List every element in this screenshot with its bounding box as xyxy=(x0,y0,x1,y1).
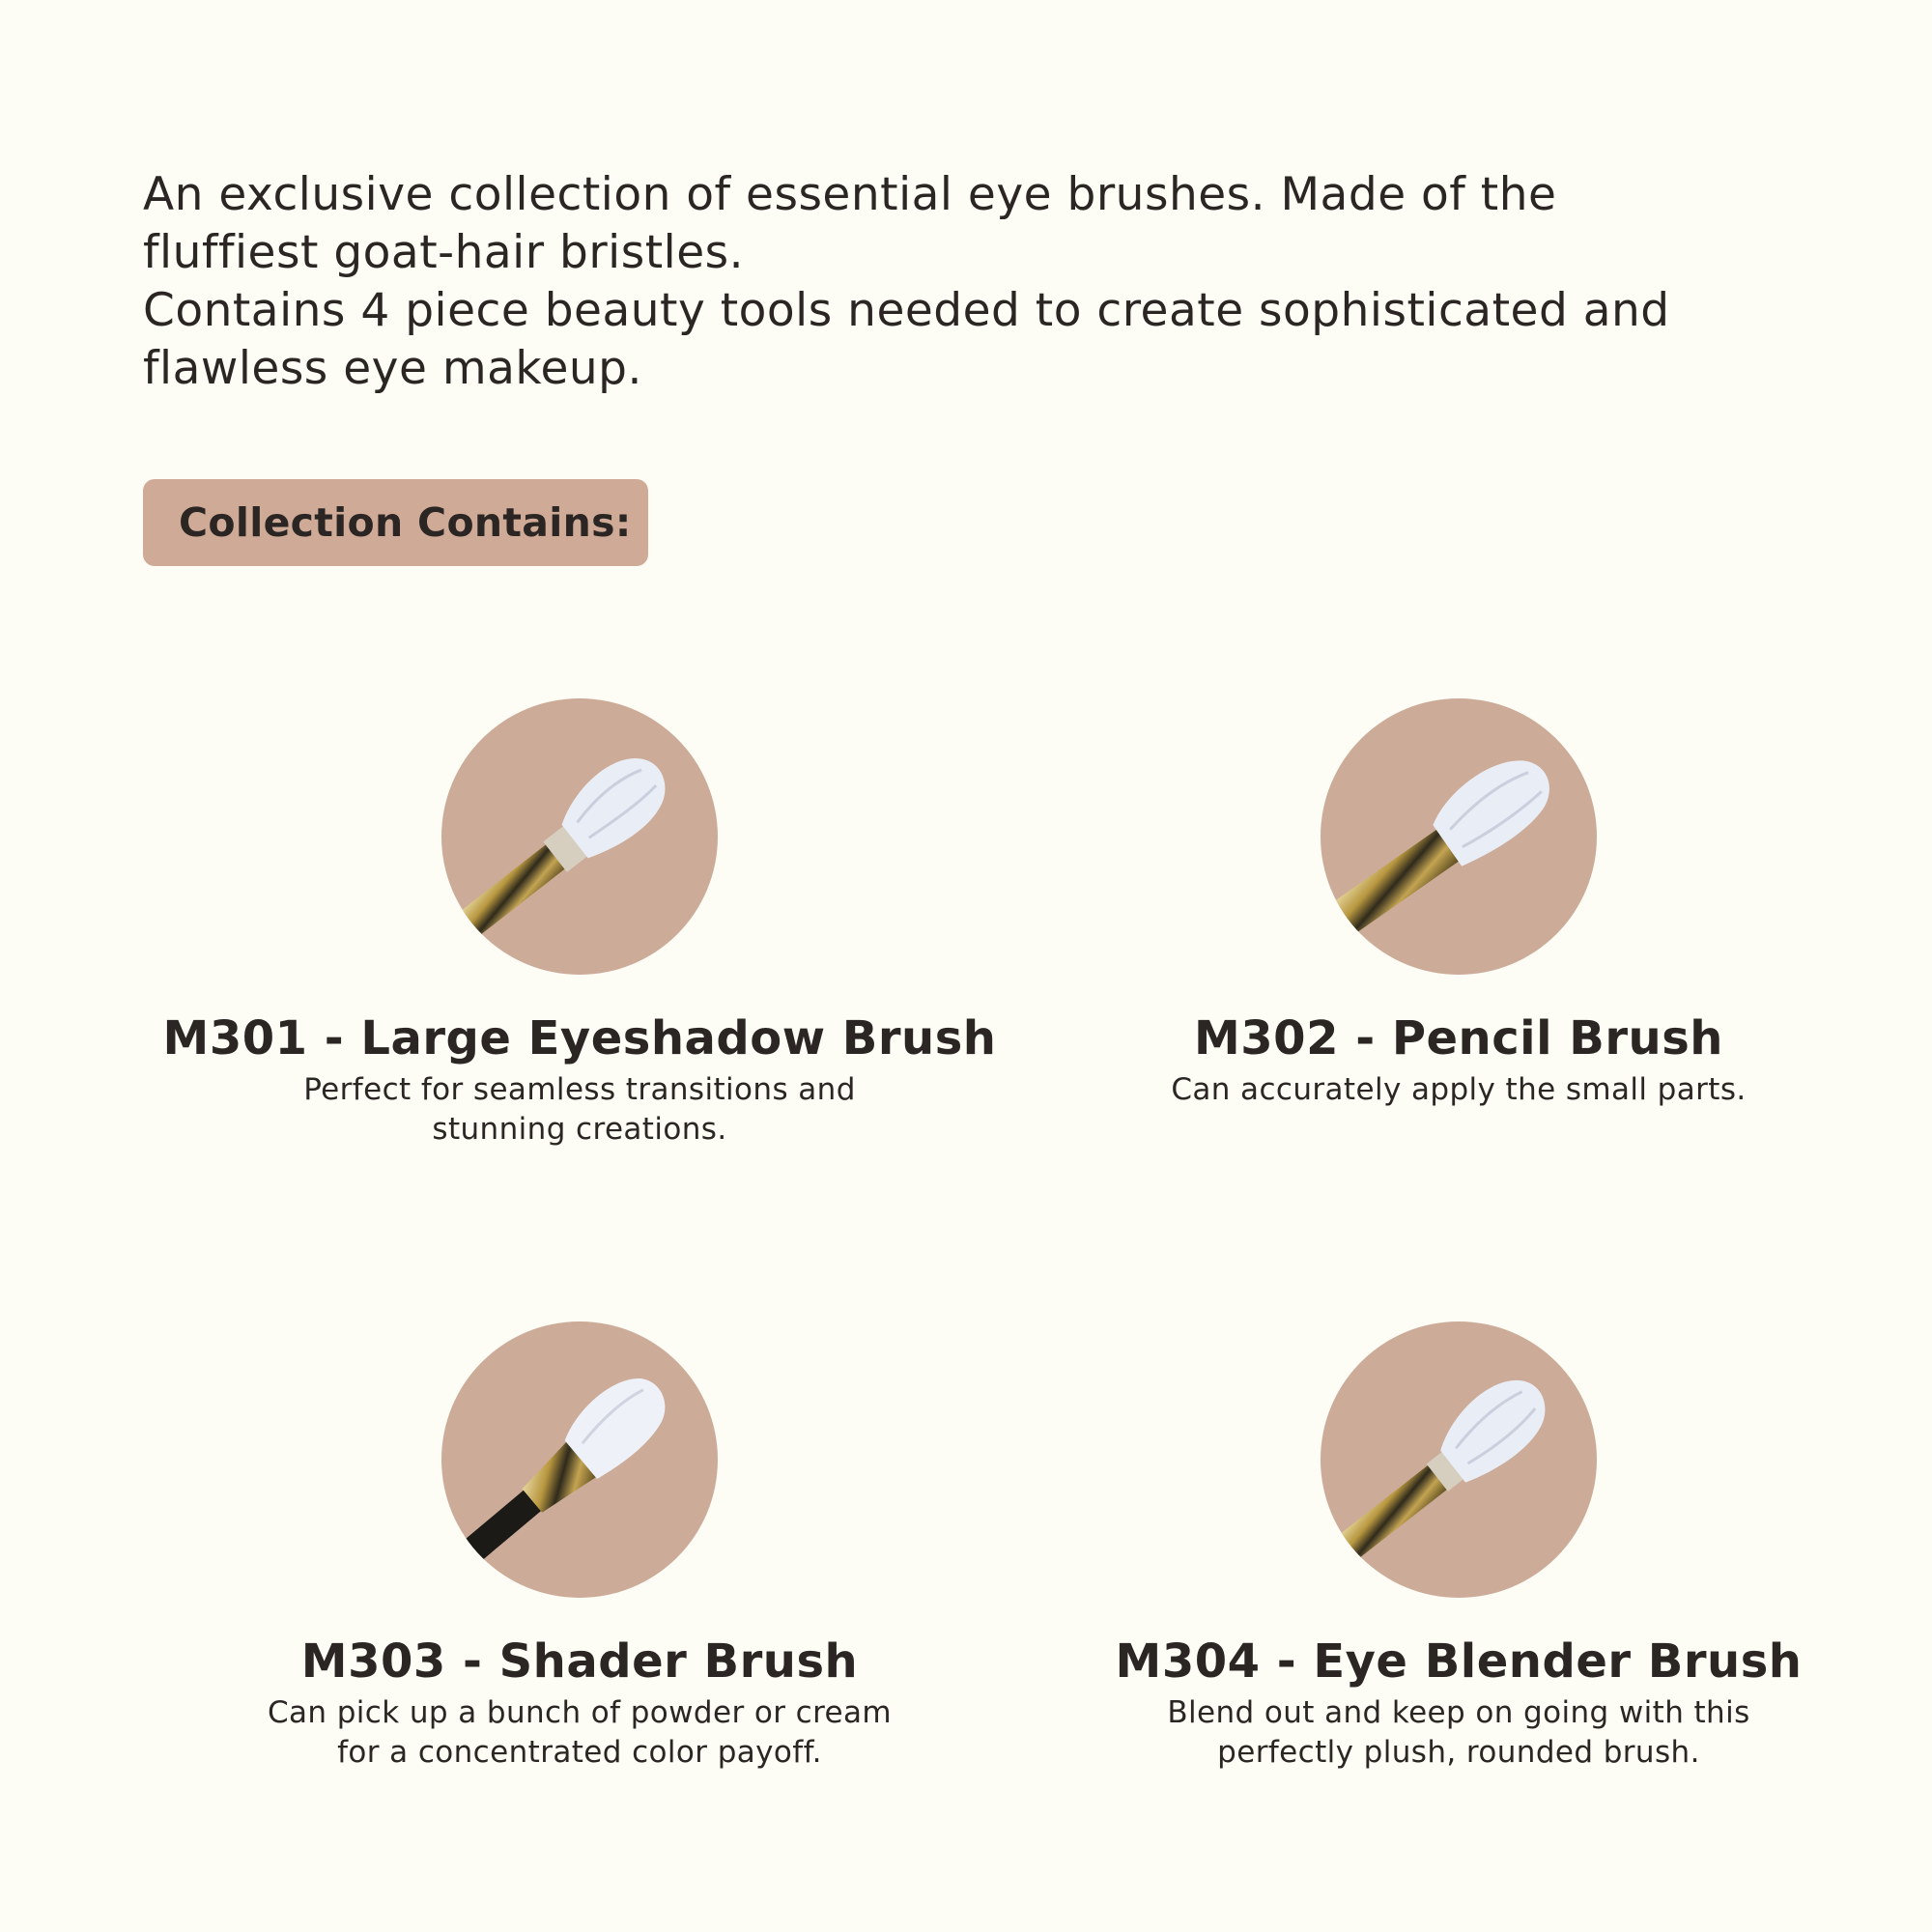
intro-text xyxy=(143,166,1785,398)
pencil-brush-image xyxy=(1321,698,1597,975)
product-description: Can pick up a bunch of powder or cream for a concentrated color payoff. xyxy=(267,1695,893,1770)
product-description: Blend out and keep on going with this perfectly plush, rounded brush. xyxy=(1167,1695,1750,1770)
product-card-m302 xyxy=(1024,698,1893,1110)
intro-paragraph-1: An exclusive collection of essential eye brushes. Made of the fluffiest goat-hair bristles. xyxy=(143,168,1557,279)
eye-blender-brush-image xyxy=(1321,1321,1597,1598)
product-description: Perfect for seamless transitions and stunning creations. xyxy=(303,1072,856,1147)
product-title: M303 - Shader Brush xyxy=(300,1634,859,1689)
shader-brush-image xyxy=(441,1321,718,1598)
product-title: M301 - Large Eyeshadow Brush xyxy=(162,1011,997,1065)
product-title: M302 - Pencil Brush xyxy=(1194,1011,1723,1065)
intro-paragraph-2: Contains 4 piece beauty tools needed to create sophisticated and flawless eye makeup. xyxy=(143,284,1670,395)
product-card-m303 xyxy=(145,1321,1014,1773)
product-title: M304 - Eye Blender Brush xyxy=(1115,1634,1803,1689)
large-eyeshadow-brush-image xyxy=(441,698,718,975)
product-card-m301 xyxy=(145,698,1014,1150)
product-card-m304 xyxy=(1024,1321,1893,1773)
collection-contains-badge: Collection Contains: xyxy=(143,479,648,566)
product-description: Can accurately apply the small parts. xyxy=(1171,1072,1747,1107)
